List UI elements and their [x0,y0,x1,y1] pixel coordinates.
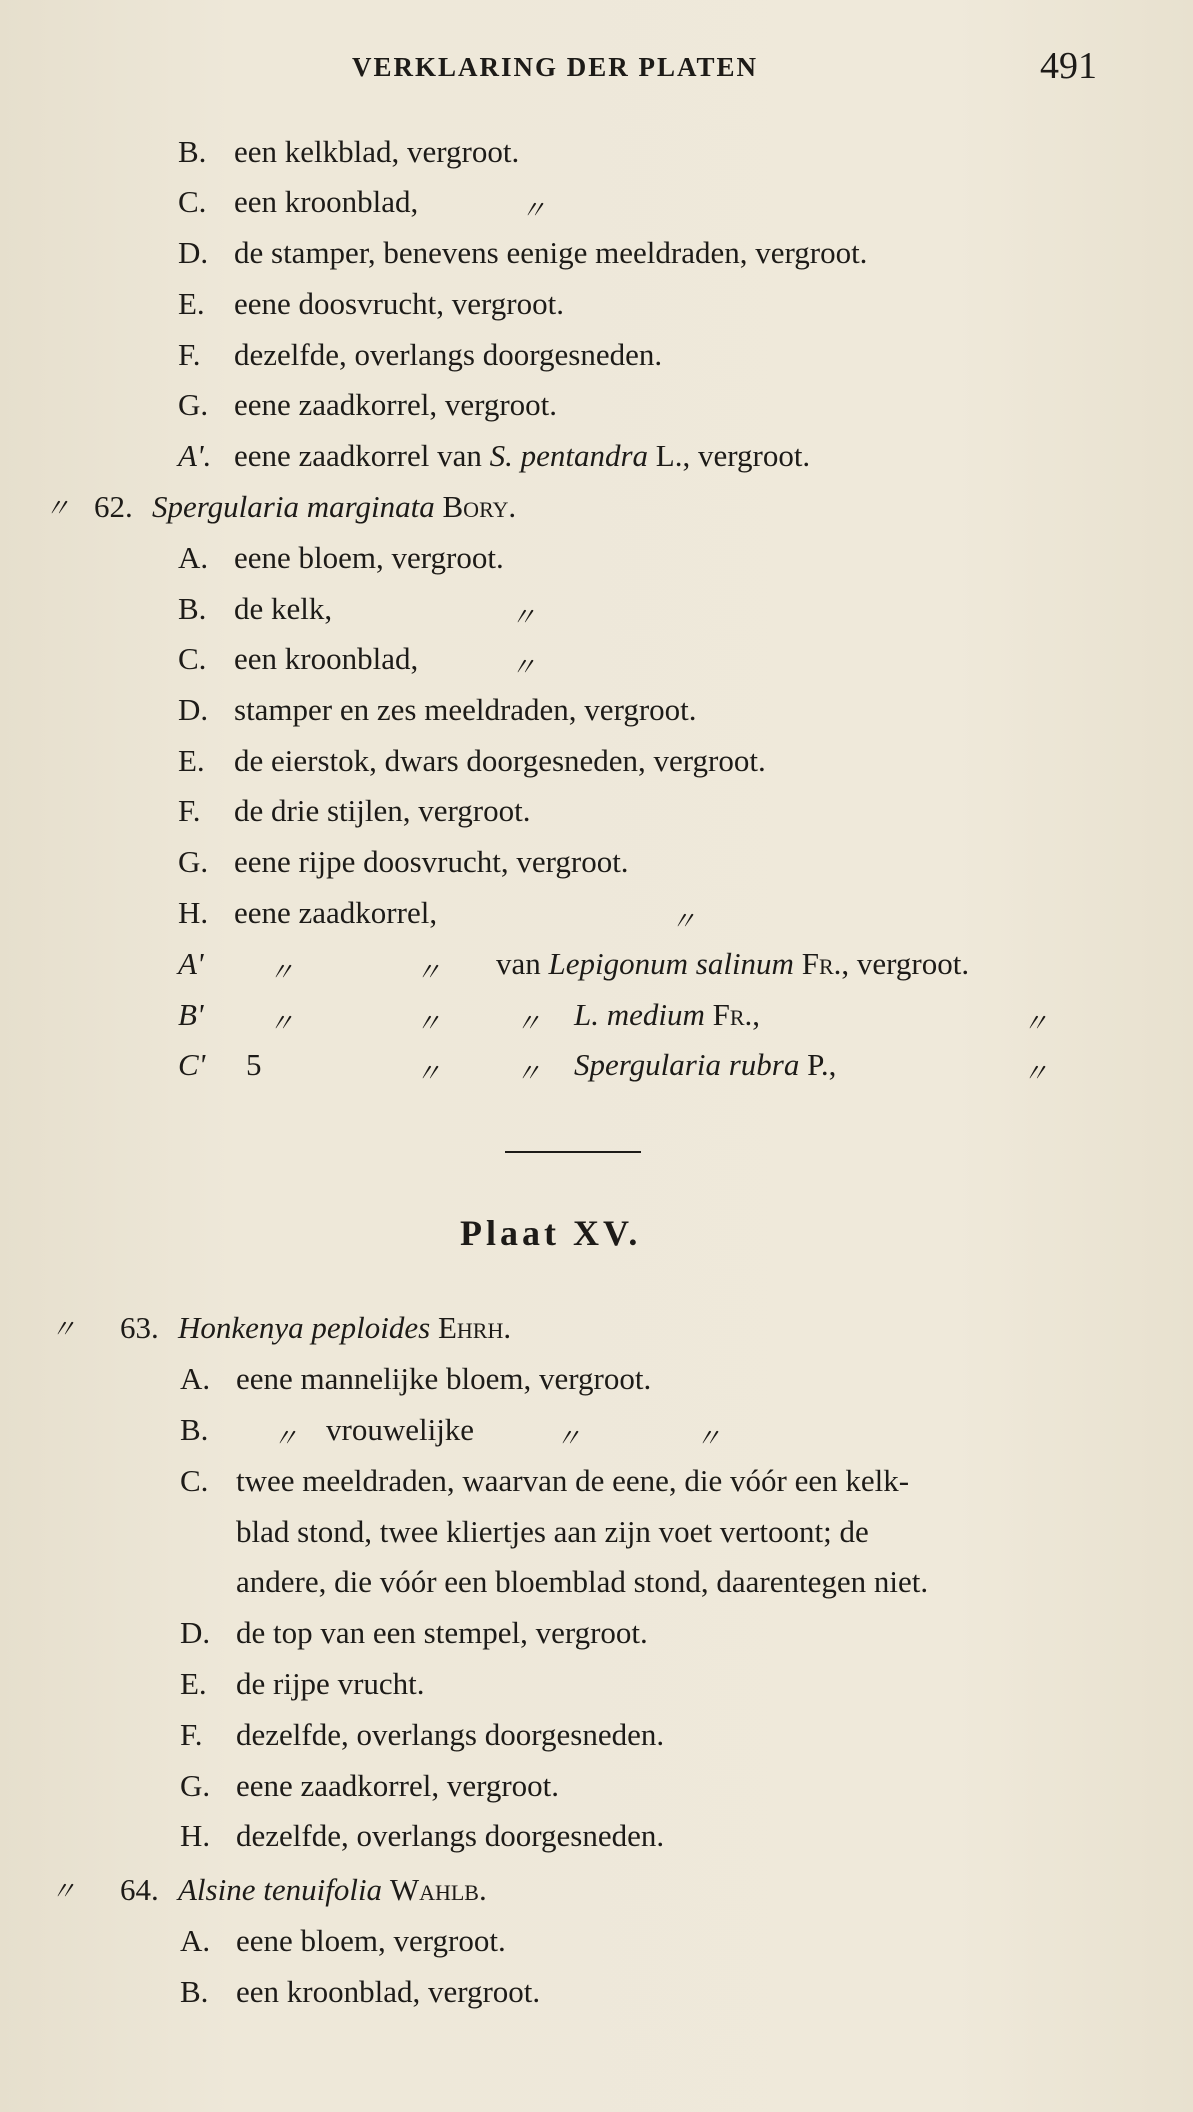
fig62-c-prime-text: Spergularia rubra P., [574,1047,837,1082]
ditto-mark: 〃 [510,603,537,632]
fig62-item-b-prime: B' [178,997,204,1032]
fig62-item-e: E. de eierstok, dwars doorgesneden, vergroot. [178,743,766,778]
fig61-item-f: F. dezelfde, overlangs doorgesneden. [178,337,663,372]
plate-heading: Plaat XV. [460,1213,642,1253]
fig61-item-g: G. eene zaadkorrel, vergroot. [178,387,558,422]
fig63-item-c-cont1: blad stond, twee kliertjes aan zijn voet vertoont; de [236,1514,869,1549]
ditto-mark: 〃 [415,1009,442,1038]
fig61-item-d: D. de stamper, benevens eenige meeldraden, vergroot. [178,235,868,270]
fig61-item-a-prime: A'. eene zaadkorrel van S. pentandra L., vergroot. [178,438,811,473]
ditto-mark: 〃 [268,1009,295,1038]
fig64-heading: 〃 64. Alsine tenuifolia Wahlb. [50,1872,487,1907]
ditto-mark: 〃 [515,1009,542,1038]
fig63-item-d: D. de top van een stempel, vergroot. [180,1615,648,1650]
fig63-item-c-cont2: andere, die vóór een bloemblad stond, daarentegen niet. [236,1564,929,1599]
fig61-item-e: E. eene doosvrucht, vergroot. [178,286,564,321]
running-header [0,44,1193,94]
fig63-item-e: E. de rijpe vrucht. [180,1666,425,1701]
fig63-heading: 〃 63. Honkenya peploides Ehrh. [50,1310,512,1345]
ditto-mark: 〃 [415,958,442,987]
ditto-mark: 〃 [695,1424,722,1453]
fig62-a-prime-text: van Lepigonum salinum Fr., vergroot. [496,946,970,981]
fig62-b-prime-text: L. medium Fr., [574,997,761,1032]
fig62-item-c: C. een kroonblad, [178,641,419,676]
fig63-item-h: H. dezelfde, overlangs doorgesneden. [180,1818,665,1853]
fig62-item-h: H. eene zaadkorrel, [178,895,438,930]
ditto-mark: 〃 [272,1424,299,1453]
fig63-item-g: G. eene zaadkorrel, vergroot. [180,1768,560,1803]
page-number: 491 [1040,45,1097,87]
ditto-mark: 〃 [670,907,697,936]
running-title: VERKLARING DER PLATEN [352,52,759,82]
fig62-heading: 〃 62. Spergularia marginata Bory. [44,489,517,524]
fig63-item-c: C. twee meeldraden, waarvan de eene, die vóór een kelk- [180,1463,910,1498]
ditto-mark: 〃 [555,1424,582,1453]
fig62-item-a: A. eene bloem, vergroot. [178,540,504,575]
fig62-item-d: D. stamper en zes meeldraden, vergroot. [178,692,697,727]
section-rule [505,1151,641,1153]
fig64-item-b: B. een kroonblad, vergroot. [180,1974,541,2009]
fig62-item-c-prime: C' 5 [178,1047,262,1082]
ditto-mark: 〃 [268,958,295,987]
fig64-item-a: A. eene bloem, vergroot. [180,1923,506,1958]
ditto-mark: 〃 [1022,1009,1049,1038]
ditto-mark: 〃 [510,653,537,682]
fig62-item-f: F. de drie stijlen, vergroot. [178,793,531,828]
fig62-item-g: G. eene rijpe doosvrucht, vergroot. [178,844,629,879]
fig62-item-a-prime: A' [178,946,204,981]
ditto-mark: 〃 [515,1059,542,1088]
fig63-item-a: A. eene mannelijke bloem, vergroot. [180,1361,652,1396]
fig63-item-b-text: vrouwelijke [326,1412,475,1447]
ditto-mark: 〃 [415,1059,442,1088]
ditto-mark: 〃 [1022,1059,1049,1088]
fig61-item-b: B. een kelkblad, vergroot. [178,134,520,169]
ditto-mark: 〃 [520,196,547,225]
fig62-item-b: B. de kelk, [178,591,333,626]
fig63-item-b: B. [180,1412,209,1447]
fig61-item-c: C. een kroonblad, [178,184,419,219]
fig63-item-f: F. dezelfde, overlangs doorgesneden. [180,1717,665,1752]
